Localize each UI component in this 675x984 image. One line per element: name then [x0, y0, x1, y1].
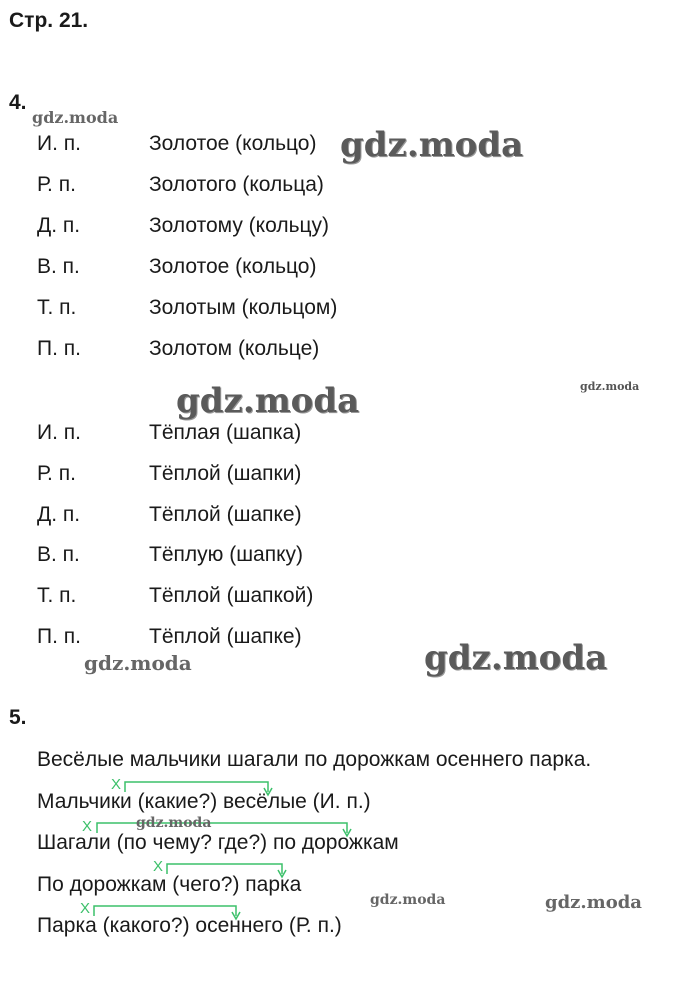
watermark: gdz.moda — [340, 125, 524, 165]
main-word-mark: X — [82, 818, 93, 835]
watermark: gdz.moda — [176, 381, 360, 421]
task-4-number: 4. — [9, 91, 27, 114]
watermark: gdz.moda — [32, 108, 119, 127]
case-form: Тёплой (шапкой) — [149, 584, 314, 607]
case-label: Р. п. — [37, 173, 76, 196]
case-label: Д. п. — [37, 214, 81, 237]
case-label: В. п. — [37, 543, 80, 566]
task-5-sentence: Весёлые мальчики шагали по дорожкам осеннего парка. — [37, 748, 592, 771]
case-form: Золотым (кольцом) — [149, 296, 338, 319]
parse-line: По дорожкам (чего?) парка — [37, 873, 302, 896]
link-mark-4 — [94, 906, 240, 919]
main-word-mark: X — [80, 900, 91, 917]
parse-line: Мальчики (какие?) весёлые (И. п.) — [37, 790, 371, 813]
watermark: gdz.moda — [370, 892, 446, 908]
case-form: Тёплая (шапка) — [149, 421, 302, 444]
case-form: Тёплой (шапке) — [149, 625, 302, 648]
watermark: gdz.moda — [580, 380, 640, 393]
case-label: П. п. — [37, 337, 81, 360]
case-label: Т. п. — [37, 296, 77, 319]
watermark: gdz.moda — [545, 892, 642, 913]
case-form: Золотое (кольцо) — [149, 132, 317, 155]
watermark: gdz.moda — [84, 651, 192, 675]
parse-line: Шагали (по чему? где?) по дорожкам — [37, 831, 399, 854]
page-title: Стр. 21. — [9, 9, 89, 32]
case-label: В. п. — [37, 255, 80, 278]
watermark: gdz.moda — [424, 638, 608, 678]
task-5-number: 5. — [9, 706, 27, 729]
case-label: И. п. — [37, 132, 81, 155]
case-label: Т. п. — [37, 584, 77, 607]
case-label: Д. п. — [37, 503, 81, 526]
case-form: Золотого (кольца) — [149, 173, 324, 196]
case-form: Тёплой (шапки) — [149, 462, 302, 485]
case-form: Тёплой (шапке) — [149, 503, 302, 526]
parse-line: Парка (какого?) осеннего (Р. п.) — [37, 914, 342, 937]
link-mark-3 — [167, 864, 286, 877]
case-label: П. п. — [37, 625, 81, 648]
case-form: Золотом (кольце) — [149, 337, 320, 360]
watermark: gdz.moda — [136, 815, 212, 831]
case-label: Р. п. — [37, 462, 76, 485]
case-form: Золотое (кольцо) — [149, 255, 317, 278]
case-label: И. п. — [37, 421, 81, 444]
case-form: Тёплую (шапку) — [149, 543, 304, 566]
main-word-mark: X — [153, 858, 164, 875]
main-word-mark: X — [111, 776, 122, 793]
case-form: Золотому (кольцу) — [149, 214, 330, 237]
link-mark-1 — [125, 782, 272, 795]
